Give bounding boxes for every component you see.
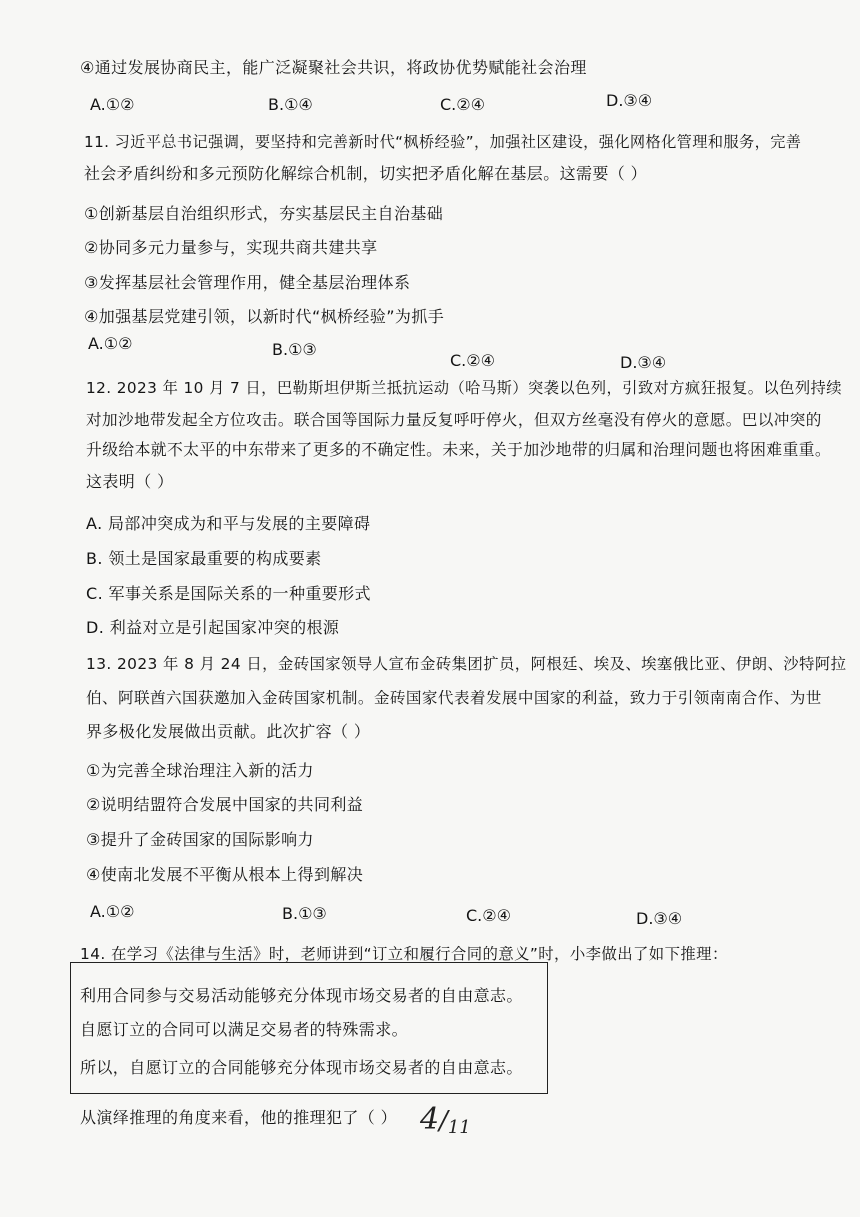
q10-option-item-4: ④通过发展协商民主，能广泛凝聚社会共识，将政协优势赋能社会治理: [80, 58, 587, 77]
q11-item-3: ③发挥基层社会管理作用，健全基层治理体系: [84, 273, 411, 292]
q11-stem-line-2: 社会矛盾纠纷和多元预防化解综合机制，切实把矛盾化解在基层。这需要（ ）: [84, 164, 648, 183]
q13-option-c: C.②④: [466, 906, 511, 925]
reasoning-premise-1: 利用合同参与交易活动能够充分体现市场交易者的自由意志。: [80, 986, 523, 1005]
q11-item-1: ①创新基层自治组织形式，夯实基层民主自治基础: [84, 204, 444, 223]
reasoning-premise-2: 自愿订立的合同可以满足交易者的特殊需求。: [80, 1020, 409, 1039]
q13-item-1: ①为完善全球治理注入新的活力: [86, 761, 314, 780]
q12-stem-line-1: 12. 2023 年 10 月 7 日，巴勒斯坦伊斯兰抵抗运动（哈马斯）突袭以色列，引致对方疯狂报复。以色列持续: [86, 379, 842, 397]
q10-option-c: C.②④: [440, 95, 485, 114]
q13-option-d: D.③④: [636, 909, 683, 928]
q11-item-2: ②协同多元力量参与，实现共商共建共享: [84, 238, 378, 257]
q12-stem-line-4: 这表明（ ）: [86, 472, 174, 491]
q12-option-b: B. 领土是国家最重要的构成要素: [86, 549, 322, 568]
q13-item-4: ④使南北发展不平衡从根本上得到解决: [86, 865, 364, 884]
q13-stem-line-3: 界多极化发展做出贡献。此次扩容（ ）: [86, 722, 371, 741]
q13-stem-line-1: 13. 2023 年 8 月 24 日，金砖国家领导人宣布金砖集团扩员，阿根廷、埃及、埃塞俄比亚、伊朗、沙特阿拉: [86, 655, 847, 673]
q13-option-a: A.①②: [90, 902, 135, 921]
q12-stem-line-2: 对加沙地带发起全方位攻击。联合国等国际力量反复呼吁停火，但双方丝毫没有停火的意愿。巴以冲突的: [86, 411, 822, 429]
q12-option-a: A. 局部冲突成为和平与发展的主要障碍: [86, 514, 371, 533]
page-total: 11: [447, 1117, 471, 1138]
reasoning-conclusion: 所以，自愿订立的合同能够充分体现市场交易者的自由意志。: [80, 1058, 523, 1077]
q13-item-3: ③提升了金砖国家的国际影响力: [86, 830, 314, 849]
q13-option-b: B.①③: [282, 904, 327, 923]
page-separator: /: [439, 1106, 448, 1136]
q11-option-d: D.③④: [620, 353, 667, 372]
handwritten-page-number: [420, 1103, 471, 1145]
q10-option-d: D.③④: [606, 91, 653, 110]
q12-stem-line-3: 升级给本就不太平的中东带来了更多的不确定性。未来，关于加沙地带的归属和治理问题也将困难重重。: [86, 440, 832, 459]
q11-item-4: ④加强基层党建引领，以新时代“枫桥经验”为抓手: [84, 307, 445, 326]
q14-stem: 14. 在学习《法律与生活》时，老师讲到“订立和履行合同的意义”时，小李做出了如下推理：: [80, 945, 728, 963]
q11-option-c: C.②④: [450, 351, 495, 370]
q13-item-2: ②说明结盟符合发展中国家的共同利益: [86, 795, 364, 814]
q11-stem-line-1: 11. 习近平总书记强调，要坚持和完善新时代“枫桥经验”，加强社区建设，强化网格化管理和服务，完善: [84, 133, 802, 151]
q10-option-a: A.①②: [90, 95, 135, 114]
q10-option-b: B.①④: [268, 95, 313, 114]
q12-option-c: C. 军事关系是国际关系的一种重要形式: [86, 584, 371, 603]
q12-option-d: D. 利益对立是引起国家冲突的根源: [86, 618, 340, 637]
q14-tail: 从演绎推理的角度来看，他的推理犯了（ ）: [80, 1108, 398, 1127]
q11-option-b: B.①③: [272, 340, 317, 359]
q13-stem-line-2: 伯、阿联酋六国获邀加入金砖国家机制。金砖国家代表着发展中国家的利益，致力于引领南南合作、为世: [86, 689, 822, 707]
q11-option-a: A.①②: [88, 334, 133, 353]
page-current: 4: [420, 1102, 440, 1137]
